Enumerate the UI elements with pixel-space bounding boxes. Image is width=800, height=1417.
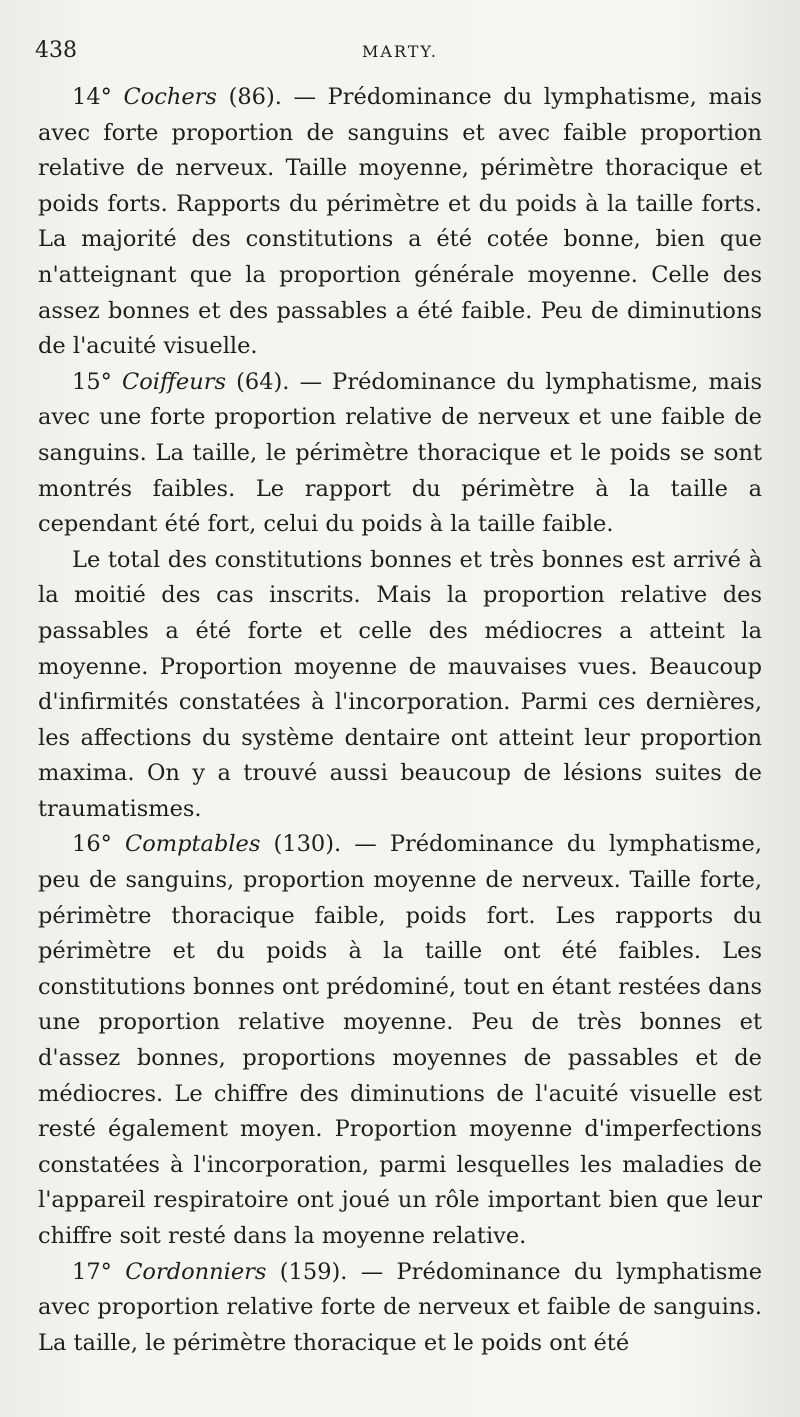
item-count: (159). <box>279 1258 348 1285</box>
item-title: Comptables <box>124 831 261 858</box>
body-text <box>38 80 762 1361</box>
item-text: — Prédominance du lymphatisme, peu de sanguins, proportion moyenne de nerveux. Taille forte, périmètre thoracique faible, poids fort. Les rapports du périmètre et du poids à la taille ont été faibles. Les constitutions bonnes ont prédominé, tout en étant restées dans une proportion relative moyenne. Peu de très bonnes et d'assez bonnes, proportions moyennes de passables et de médiocres. Le chiffre des diminutions de l'acuité visuelle est resté également moyen. Proportion moyenne d'imperfections constatées à l'incorporation, parmi lesquelles les maladies de l'appareil respiratoire ont joué un rôle important bien que leur chiffre soit resté dans la moyenne relative. <box>38 831 763 1249</box>
item-title: Cochers <box>123 84 217 110</box>
item-text: Le total des constitutions bonnes et très bonnes est arrivé à la moitié des cas inscrits. Mais la proportion relative des passables a été forte et celle des médiocres a atteint la moyenne. Proportion moyenne de mauvaises vues. Beaucoup d'infirmités constatées à l'incorporation. Parmi ces dernières, les affections du système dentaire ont atteint leur proportion maxima. On y a trouvé aussi beaucoup de lésions suites de traumatismes. <box>38 546 762 822</box>
paragraph-cordonniers <box>38 1255 762 1362</box>
item-number: 17° <box>72 1258 112 1285</box>
item-title: Cordonniers <box>125 1258 267 1285</box>
paragraph-coiffeurs <box>38 365 762 543</box>
page-number: 438 <box>35 38 77 63</box>
item-count: (130). <box>273 831 342 858</box>
item-title: Coiffeurs <box>122 368 227 395</box>
item-number: 14° <box>72 84 112 110</box>
running-title: MARTY. <box>362 42 438 61</box>
item-text: — Prédominance du lymphatisme avec proportion relative forte de nerveux et faible de sanguins. La taille, le périmètre thoracique et le poids ont été <box>38 1258 763 1356</box>
page-header <box>35 38 765 68</box>
item-number: 15° <box>72 368 112 395</box>
item-count: (86). <box>228 84 282 110</box>
paragraph-coiffeurs-continued <box>38 543 762 828</box>
item-number: 16° <box>72 831 112 858</box>
item-text: — Prédominance du lymphatisme, mais avec une forte proportion relative de nerveux et une faible de sanguins. La taille, le périmètre thoracique et le poids se sont montrés faibles. Le rapport du périmètre à la taille a cependant été fort, celui du poids à la taille faible. <box>38 368 763 538</box>
item-text: — Prédominance du lymphatisme, mais avec forte proportion de sanguins et avec faible proportion relative de nerveux. Taille moyenne, périmètre thoracique et poids forts. Rapports du périmètre et du poids à la taille forts. La majorité des constitutions a été cotée bonne, bien que n'atteignant que la proportion générale moyenne. Celle des assez bonnes et des passables a été faible. Peu de diminutions de l'acuité visuelle. <box>38 84 762 360</box>
item-count: (64). <box>236 368 290 395</box>
paragraph-cochers <box>38 80 762 365</box>
paragraph-comptables <box>38 827 762 1254</box>
